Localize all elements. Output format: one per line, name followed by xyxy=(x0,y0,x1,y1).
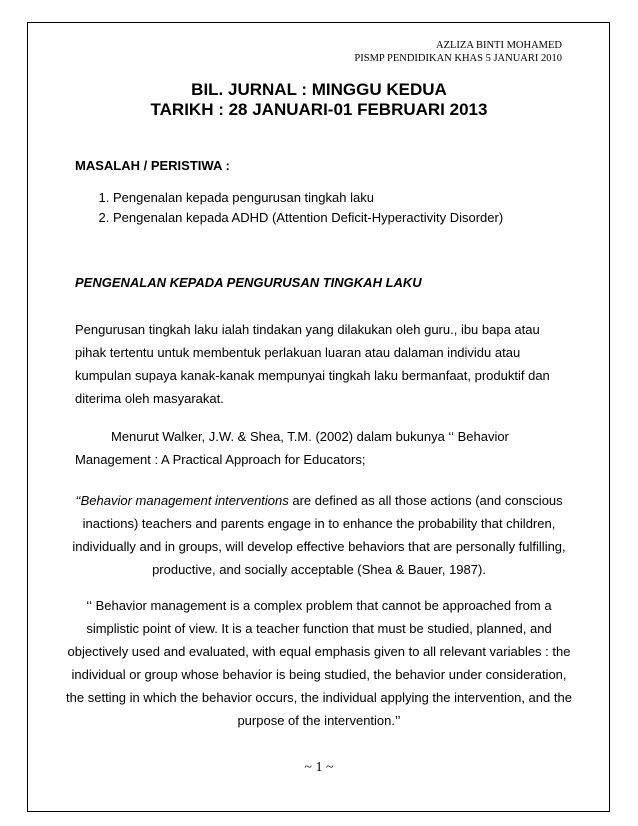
journal-date: TARIKH : 28 JANUARI-01 FEBRUARI 2013 xyxy=(150,100,488,119)
quote-italic-term: ‘‘Behavior management interventions xyxy=(75,493,289,508)
section-heading-introduction: PENGENALAN KEPADA PENGURUSAN TINGKAH LAKU xyxy=(75,275,422,290)
list-item: 2. Pengenalan kepada ADHD (Attention Deficit-Hyperactivity Disorder) xyxy=(113,208,503,228)
journal-title: BIL. JURNAL : MINGGU KEDUA xyxy=(191,80,447,99)
section-heading-issues: MASALAH / PERISTIWA : xyxy=(75,158,230,173)
paragraph-definition: Pengurusan tingkah laku ialah tindakan yang dilakukan oleh guru., ibu bapa atau pihak tertentu untuk membentuk perlakuan luaran atau dalaman individu atau kumpulan supaya kanak-kanak mempunyai tingkah laku bermanfaat, produktif dan diterima oleh masyarakat. xyxy=(75,322,550,406)
page-header xyxy=(354,39,562,65)
quote-complex-problem: ‘‘ Behavior management is a complex problem that cannot be approached from a simplistic point of view. It is a teacher function that must be studied, planned, and objectively used and evaluated, with equal emphasis given to all relevant variables : the individual or group whose behavior is being studied, the behavior under consideration, the setting in which the behavior occurs, the individual applying the intervention, and the purpose of the intervention.’’ xyxy=(66,598,572,728)
header-program: PISMP PENDIDIKAN KHAS 5 JANUARI 2010 xyxy=(354,53,562,64)
header-author: AZLIZA BINTI MOHAMED xyxy=(436,40,562,51)
quote-interventions xyxy=(64,489,574,581)
paragraph-citation xyxy=(75,425,565,471)
quote-body: are defined as all those actions (and conscious inactions) teachers and parents engage in to enhance the probability that children, individually and in groups, will develop effective behaviors that are personally fulfilling, productive, and socially acceptable (Shea & Bauer, 1987). xyxy=(72,493,566,577)
citation-text: Menurut Walker, J.W. & Shea, T.M. (2002) dalam bukunya ‘‘ Behavior Management : A Practical Approach for Educators; xyxy=(75,429,509,467)
page-number: ~ 1 ~ xyxy=(304,760,334,775)
list-item: 1. Pengenalan kepada pengurusan tingkah laku xyxy=(113,188,503,208)
issues-list xyxy=(92,188,503,228)
